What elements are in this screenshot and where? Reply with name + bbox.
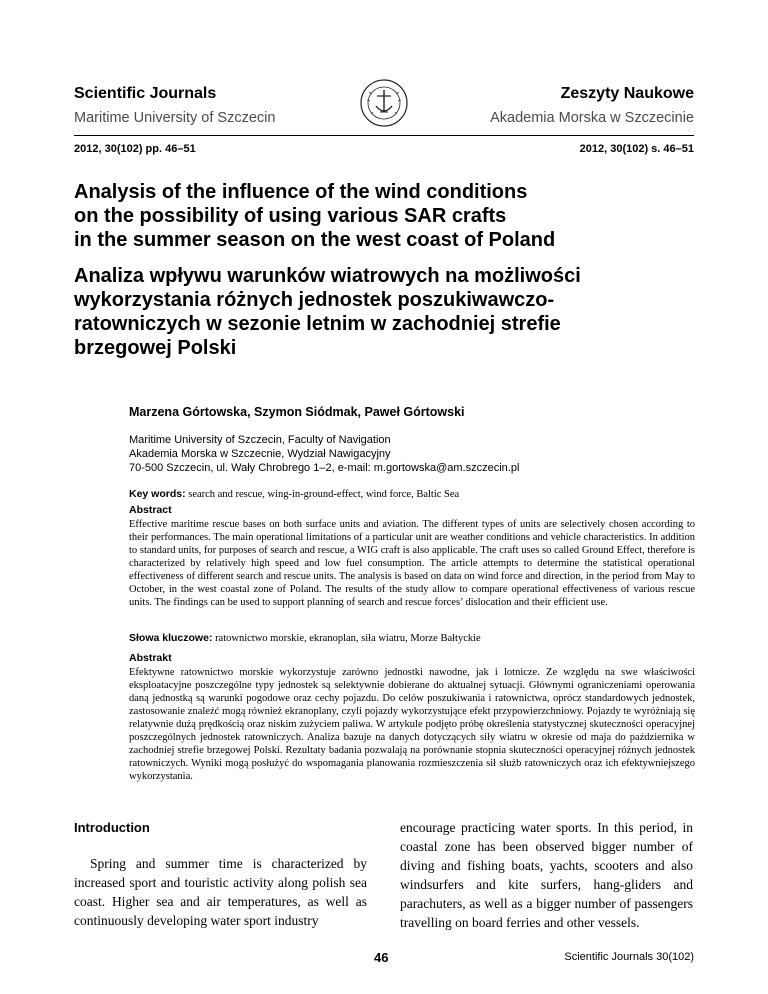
- abstract-pl-text: Efektywne ratownictwo morskie wykorzystuje zarówno jednostki nawodne, jak i lotnicze. Ze względu na swe właściwości eksploatacyjne poszczególne typy jednostek są selektywnie dobierane do aktualnej sytuacji. Głównymi ograniczeniami operowania daną jednostką są warunki pogodowe oraz cechy pojazdu. Do celów poszukiwania i ratownictwa, oprócz standardowych jednostek, zastosowanie znaleźć mogą również ekranoplany, czyli pojazdy wykorzystujące efekt przypowierzchniowy. Pojazdy te wyróżniają się relatywnie dużą prędkością oraz niskim zużyciem paliwa. W artykule podjęto próbę określenia statystycznej skuteczności operacyjnej poszczególnych jednostek ratowniczych. Analiza bazuje na danych dotyczących siły wiatru w okresie od maja do października w zachodniej strefie brzegowej Polski. Rezultaty badania pozwalają na porównanie stopnia skuteczności operacyjnej różnych jednostek ratowniczych. Wyniki mogą posłużyć do wspomagania planowania rozmieszczenia sił służb ratowniczych oraz ich efektywniejszego wykorzystania.: [129, 667, 695, 782]
- article-title-pl: [74, 264, 694, 360]
- title-pl-line: wykorzystania różnych jednostek poszukiwawczo-: [74, 289, 555, 311]
- abstract-text: Effective maritime rescue bases on both surface units and aviation. The different types of units are selectively chosen according to their performances. The main operational limitations of a particular unit are weather conditions and vehicle characteristics. In addition to standard units, for purposes of search and rescue, a WIG craft is also applicable. The craft uses so called Ground Effect, therefore is characterized by relatively high speed and low fuel consumption. The article attempts to determine the statistical operational effectiveness of different search and rescue units. The analysis is based on data on wind force and direction, in the period from May to October, in the west coastal zone of Poland. The results of the study allow to compare operational effectiveness of various rescue units. The findings can be used to support planning of search and rescue forces’ dislocation and their efficient use.: [129, 519, 695, 608]
- header-rule: [74, 135, 694, 136]
- keywords-pl-text: ratownictwo morskie, ekranoplan, siła wiatru, Morze Bałtyckie: [212, 633, 481, 644]
- author-list: Marzena Górtowska, Szymon Siódmak, Paweł Górtowski: [129, 405, 465, 419]
- title-en-line: on the possibility of using various SAR crafts: [74, 205, 507, 227]
- header-left: [74, 84, 275, 128]
- keywords-label: Key words:: [129, 488, 186, 500]
- title-en-line: in the summer season on the west coast of Poland: [74, 229, 556, 251]
- journal-subtitle-en: Maritime University of Szczecin: [74, 110, 276, 126]
- header-right: [490, 84, 694, 128]
- abstract-pl: [129, 652, 695, 783]
- article-title-en: [74, 180, 694, 252]
- abstract-en: [129, 504, 695, 609]
- page-number: 46: [374, 950, 389, 965]
- issue-info-en: 2012, 30(102) pp. 46–51: [74, 143, 196, 155]
- body-column-left: [74, 818, 367, 930]
- issue-info-pl: 2012, 30(102) s. 46–51: [579, 143, 694, 155]
- title-pl-line: Analiza wpływu warunków wiatrowych na możliwości: [74, 265, 581, 287]
- abstract-heading: Abstract: [129, 504, 172, 516]
- abstract-pl-heading: Abstrakt: [129, 652, 172, 664]
- body-paragraph: Spring and summer time is characterized by increased sport and touristic activity along polish sea coast. Higher sea and air temperatures, as well as continuously developing water sport industry: [74, 856, 367, 928]
- affiliation-line: Akademia Morska w Szczecnie, Wydział Nawigacyjny: [129, 448, 391, 460]
- title-pl-line: ratowniczych w sezonie letnim w zachodniej strefie: [74, 313, 561, 335]
- affiliation-line: 70-500 Szczecin, ul. Wały Chrobrego 1–2, e-mail: m.gortowska@am.szczecin.pl: [129, 462, 520, 474]
- journal-subtitle-pl: Akademia Morska w Szczecinie: [490, 110, 694, 126]
- affiliation-line: Maritime University of Szczecin, Faculty of Navigation: [129, 434, 391, 446]
- keywords-pl-label: Słowa kluczowe:: [129, 632, 213, 644]
- title-pl-line: brzegowej Polski: [74, 337, 237, 359]
- footer-journal-ref: Scientific Journals 30(102): [564, 951, 694, 963]
- body-paragraph: encourage practicing water sports. In this period, in coastal zone has been observed bigger number of diving and fishing boats, yachts, scooters and also windsurfers and kite surfers, hang-gliders and parachuters, as well as a bigger number of passengers travelling on board ferries and other vessels.: [400, 820, 693, 930]
- journal-title-en: Scientific Journals: [74, 85, 217, 102]
- section-heading-introduction: Introduction: [74, 820, 150, 835]
- university-seal-icon: [359, 78, 409, 128]
- affiliation: [129, 433, 519, 475]
- keywords-en: [129, 488, 695, 501]
- keywords-text: search and rescue, wing-in-ground-effect, wind force, Baltic Sea: [185, 489, 460, 500]
- keywords-pl: [129, 632, 695, 645]
- journal-title-pl: Zeszyty Naukowe: [560, 85, 694, 102]
- title-en-line: Analysis of the influence of the wind conditions: [74, 181, 528, 203]
- body-column-right: [400, 818, 693, 932]
